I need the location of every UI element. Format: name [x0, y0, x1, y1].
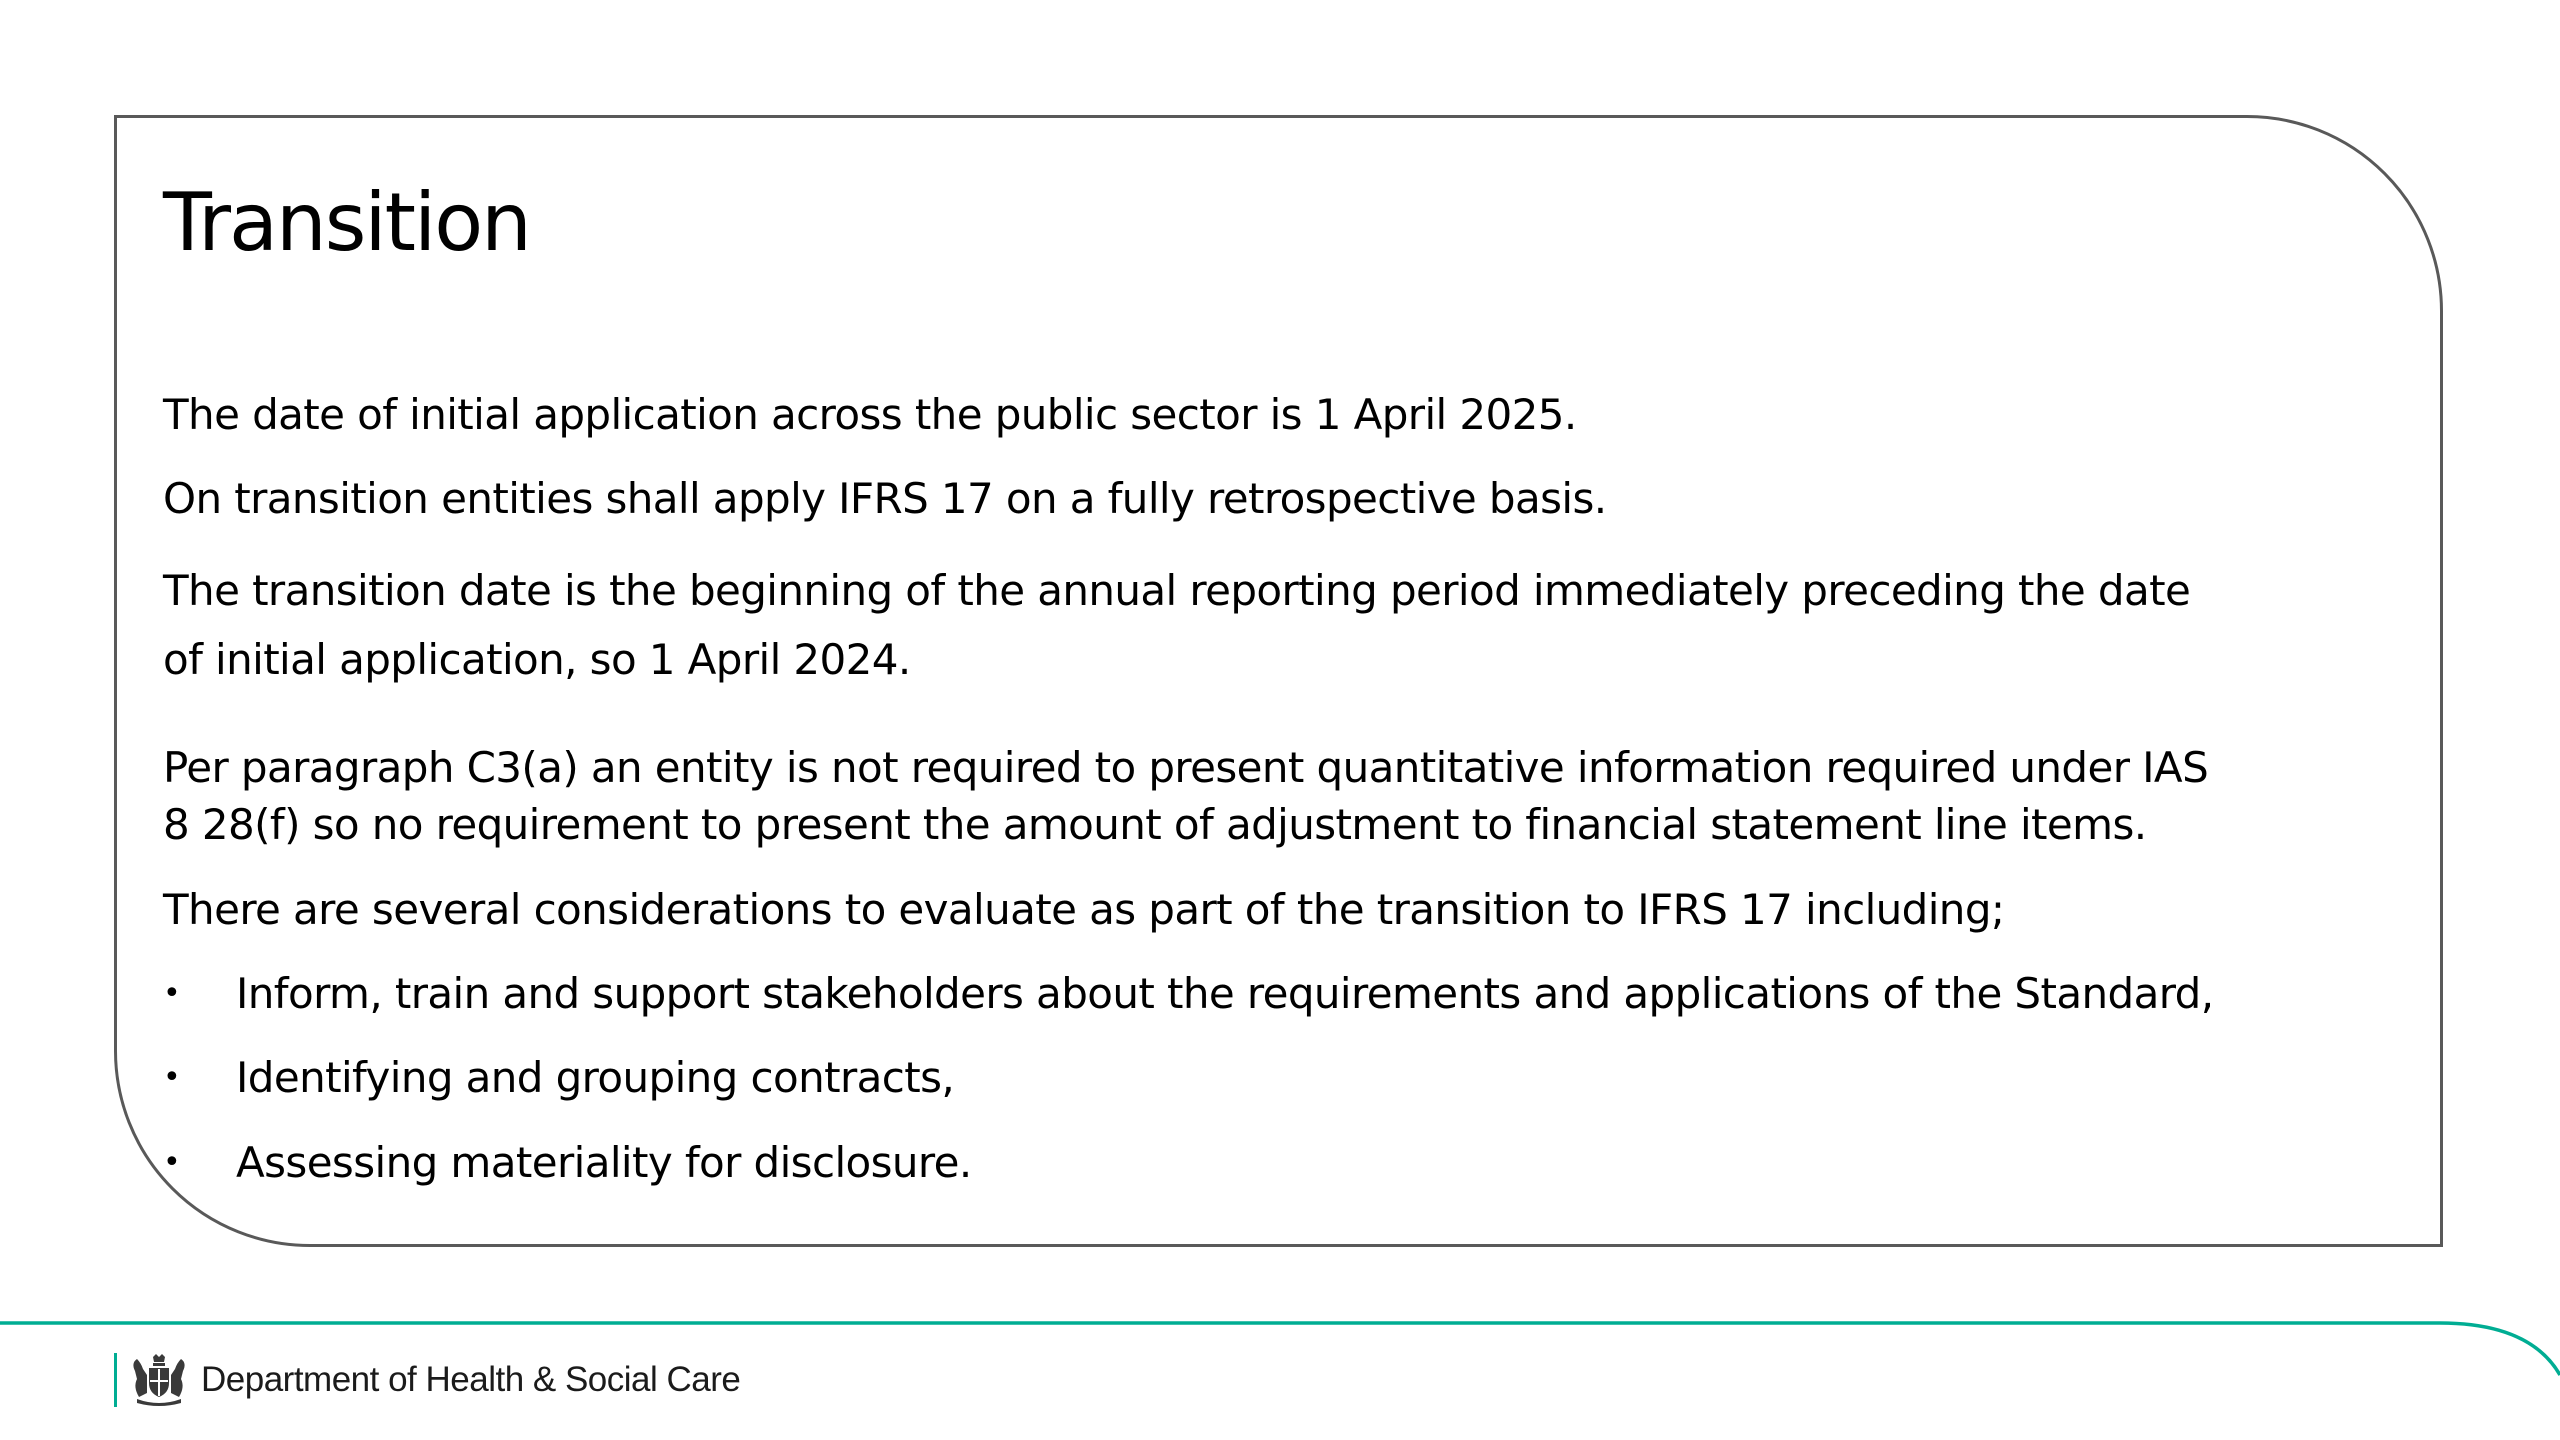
bullet-marker: •: [163, 976, 181, 1011]
slide-title: Transition: [163, 176, 530, 269]
paragraph-considerations-intro: There are several considerations to evaluate as part of the transition to IFRS 17 including;: [163, 885, 2005, 934]
paragraph-c3a-line-1: Per paragraph C3(a) an entity is not required to present quantitative information required under IAS: [163, 743, 2209, 792]
paragraph-c3a-line-2: 8 28(f) so no requirement to present the amount of adjustment to financial statement line items.: [163, 800, 2147, 849]
organisation-name: Department of Health & Social Care: [201, 1360, 741, 1399]
footer-brand: [114, 1352, 740, 1408]
paragraph-transition-date-line-2: of initial application, so 1 April 2024.: [163, 635, 911, 684]
brand-accent-bar: [114, 1353, 117, 1407]
bullet-text: Inform, train and support stakeholders about the requirements and applications of the Standard,: [236, 969, 2214, 1018]
bullet-marker: •: [163, 1060, 181, 1095]
royal-coat-of-arms-icon: [129, 1353, 189, 1407]
bullet-marker: •: [163, 1145, 181, 1180]
bullet-text: Assessing materiality for disclosure.: [236, 1138, 972, 1187]
paragraph-date-of-initial-application: The date of initial application across the public sector is 1 April 2025.: [163, 390, 1577, 439]
paragraph-transition-date-line-1: The transition date is the beginning of the annual reporting period immediately preceding the date: [163, 566, 2191, 615]
paragraph-retrospective-basis: On transition entities shall apply IFRS 17 on a fully retrospective basis.: [163, 474, 1607, 523]
bullet-text: Identifying and grouping contracts,: [236, 1053, 955, 1102]
